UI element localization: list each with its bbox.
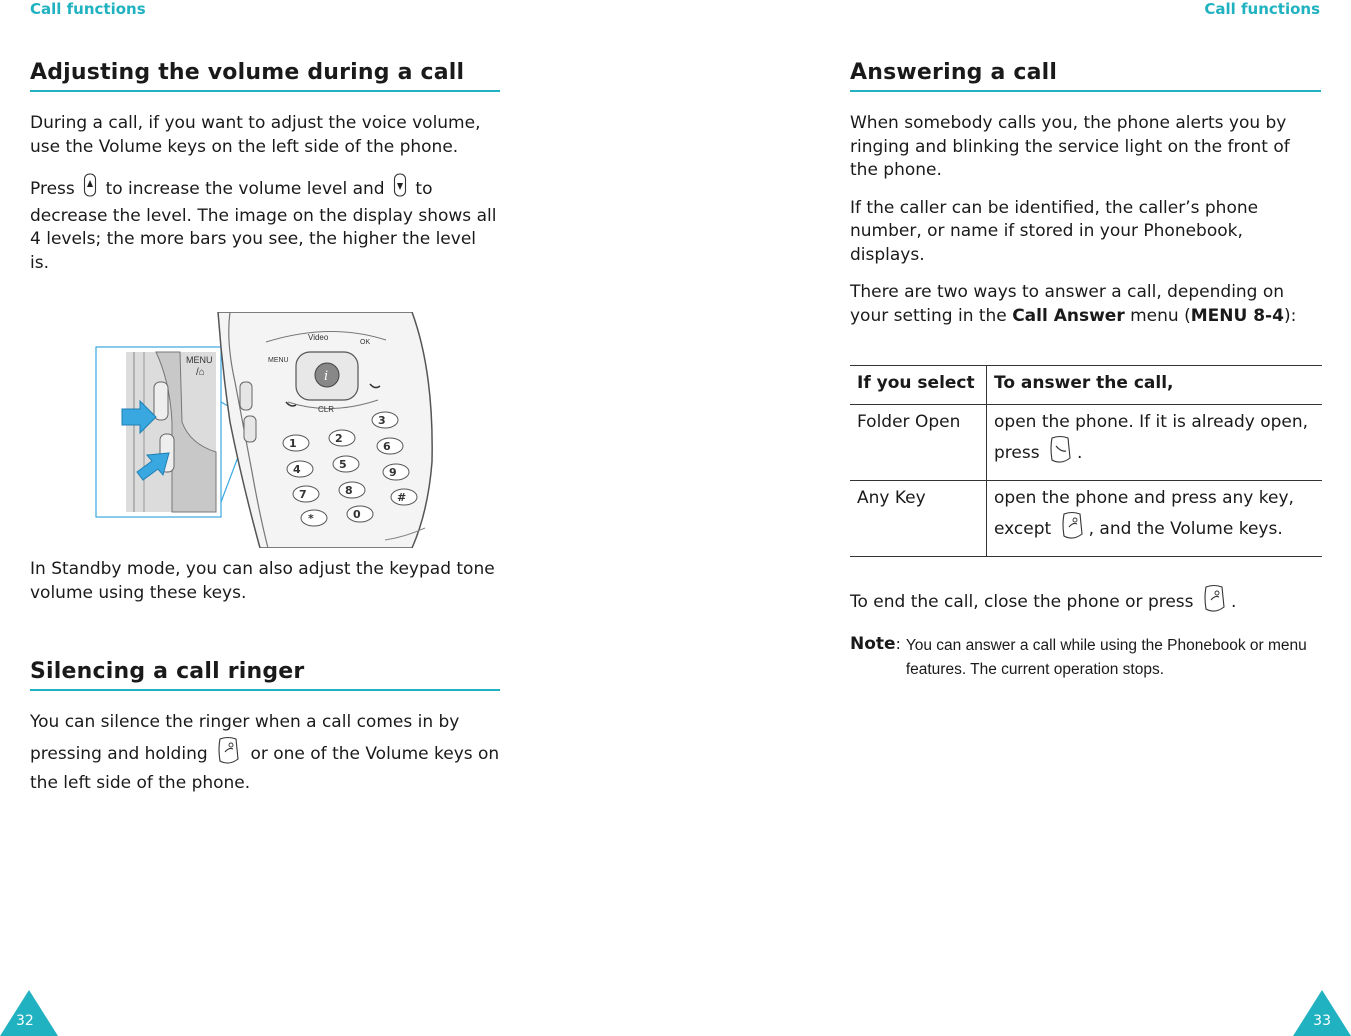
table-row (850, 480, 1322, 556)
left-page (30, 60, 500, 796)
phone-key-4: 4 (293, 463, 301, 476)
text-period: . (1077, 442, 1083, 463)
cell-any-key: Any Key (850, 480, 987, 556)
note-text: You can answer a call while using the Phonebook or menu features. The current operation stops. (905, 637, 1307, 678)
header-if-you-select: If you select (850, 366, 987, 405)
note-colon: : (895, 635, 901, 653)
phone-key-9: 9 (389, 466, 397, 479)
phone-key-7: 7 (299, 488, 307, 501)
text-decrease: to decrease the level. The image on the display shows all 4 levels; the more bars you see, the higher the level is. (30, 178, 497, 273)
text-menu-open: menu ( (1130, 305, 1191, 326)
svg-text:i: i (324, 369, 329, 384)
section-title-answering: Answering a call (850, 60, 1321, 92)
phone-volume-keys-illustration (30, 312, 500, 548)
table-row (850, 404, 1322, 480)
phone-clr-label: CLR (318, 405, 335, 414)
text-press: Press (30, 178, 75, 199)
cell-any-key-action (987, 480, 1323, 556)
section-title-silencing: Silencing a call ringer (30, 659, 500, 691)
text-silence-b: or one of the Volume keys on the left side of the phone. (30, 743, 500, 793)
paragraph-answer-ways (850, 281, 1321, 328)
cell-folder-open-action (987, 404, 1323, 480)
phone-key-6: 6 (383, 440, 391, 453)
text-silence-a: You can silence the ringer when a call comes in by pressing and holding (30, 712, 460, 764)
end-key-icon (1202, 583, 1228, 621)
send-key-icon (1048, 434, 1074, 472)
menu-name-call-answer: Call Answer (1012, 305, 1125, 326)
right-page (850, 60, 1321, 682)
phone-key-hash: # (397, 491, 407, 504)
text-menu-close: ): (1283, 305, 1297, 326)
running-head-right: Call functions (1204, 0, 1320, 18)
text-increase: to increase the volume level and (105, 178, 385, 199)
text-folder-open-action: open the phone. If it is already open, press (994, 411, 1309, 463)
phone-menu-label: MENU (268, 357, 289, 364)
text-end-period: . (1230, 591, 1237, 612)
text-volume-keys: , and the Volume keys. (1088, 518, 1283, 539)
running-head-left: Call functions (30, 0, 146, 18)
svg-text:/⌂: /⌂ (196, 367, 205, 378)
volume-down-key-icon (393, 173, 407, 205)
end-key-icon (1060, 510, 1086, 548)
phone-key-5: 5 (339, 458, 347, 471)
phone-key-3: 3 (378, 414, 386, 427)
phone-key-2: 2 (335, 432, 343, 445)
text-any-key-action: open the phone and press any key, except (994, 487, 1294, 539)
phone-key-0: 0 (353, 508, 361, 521)
paragraph-alerts: When somebody calls you, the phone alerts you by ringing and blinking the service light on the front of the phone. (850, 113, 1290, 180)
end-key-icon (216, 735, 242, 773)
cell-folder-open: Folder Open (850, 404, 987, 480)
phone-key-1: 1 (289, 437, 297, 450)
table-header-row (850, 366, 1322, 405)
paragraph-end-call (850, 583, 1321, 621)
text-end-call: To end the call, close the phone or press (850, 591, 1194, 612)
page-number-left: 32 (16, 1013, 34, 1029)
paragraph-standby-tone: In Standby mode, you can also adjust the keypad tone volume using these keys. (30, 559, 495, 603)
note-block (850, 634, 1321, 682)
header-to-answer: To answer the call, (994, 373, 1174, 393)
answer-options-table (850, 365, 1322, 557)
volume-up-key-icon (83, 173, 97, 205)
page-number-right: 33 (1313, 1013, 1331, 1029)
menu-code: MENU 8-4 (1190, 305, 1284, 326)
paragraph-silencing (30, 711, 500, 796)
note-label: Note (850, 634, 896, 654)
paragraph-volume-keys (30, 173, 500, 275)
inset-menu-label: MENU (186, 355, 213, 365)
phone-video-label: Video (308, 333, 329, 342)
text-answer-ways: There are two ways to answer a call, depending on your setting in the (850, 282, 1285, 326)
paragraph-volume-intro: During a call, if you want to adjust the voice volume, use the Volume keys on the left side of the phone. (30, 113, 481, 157)
phone-key-star: * (308, 512, 314, 525)
paragraph-caller-id: If the caller can be identified, the caller’s phone number, or name if stored in your Phonebook, displays. (850, 197, 1259, 265)
phone-key-8: 8 (345, 484, 353, 497)
section-title-adjusting-volume: Adjusting the volume during a call (30, 60, 500, 92)
phone-ok-label: OK (360, 339, 371, 346)
